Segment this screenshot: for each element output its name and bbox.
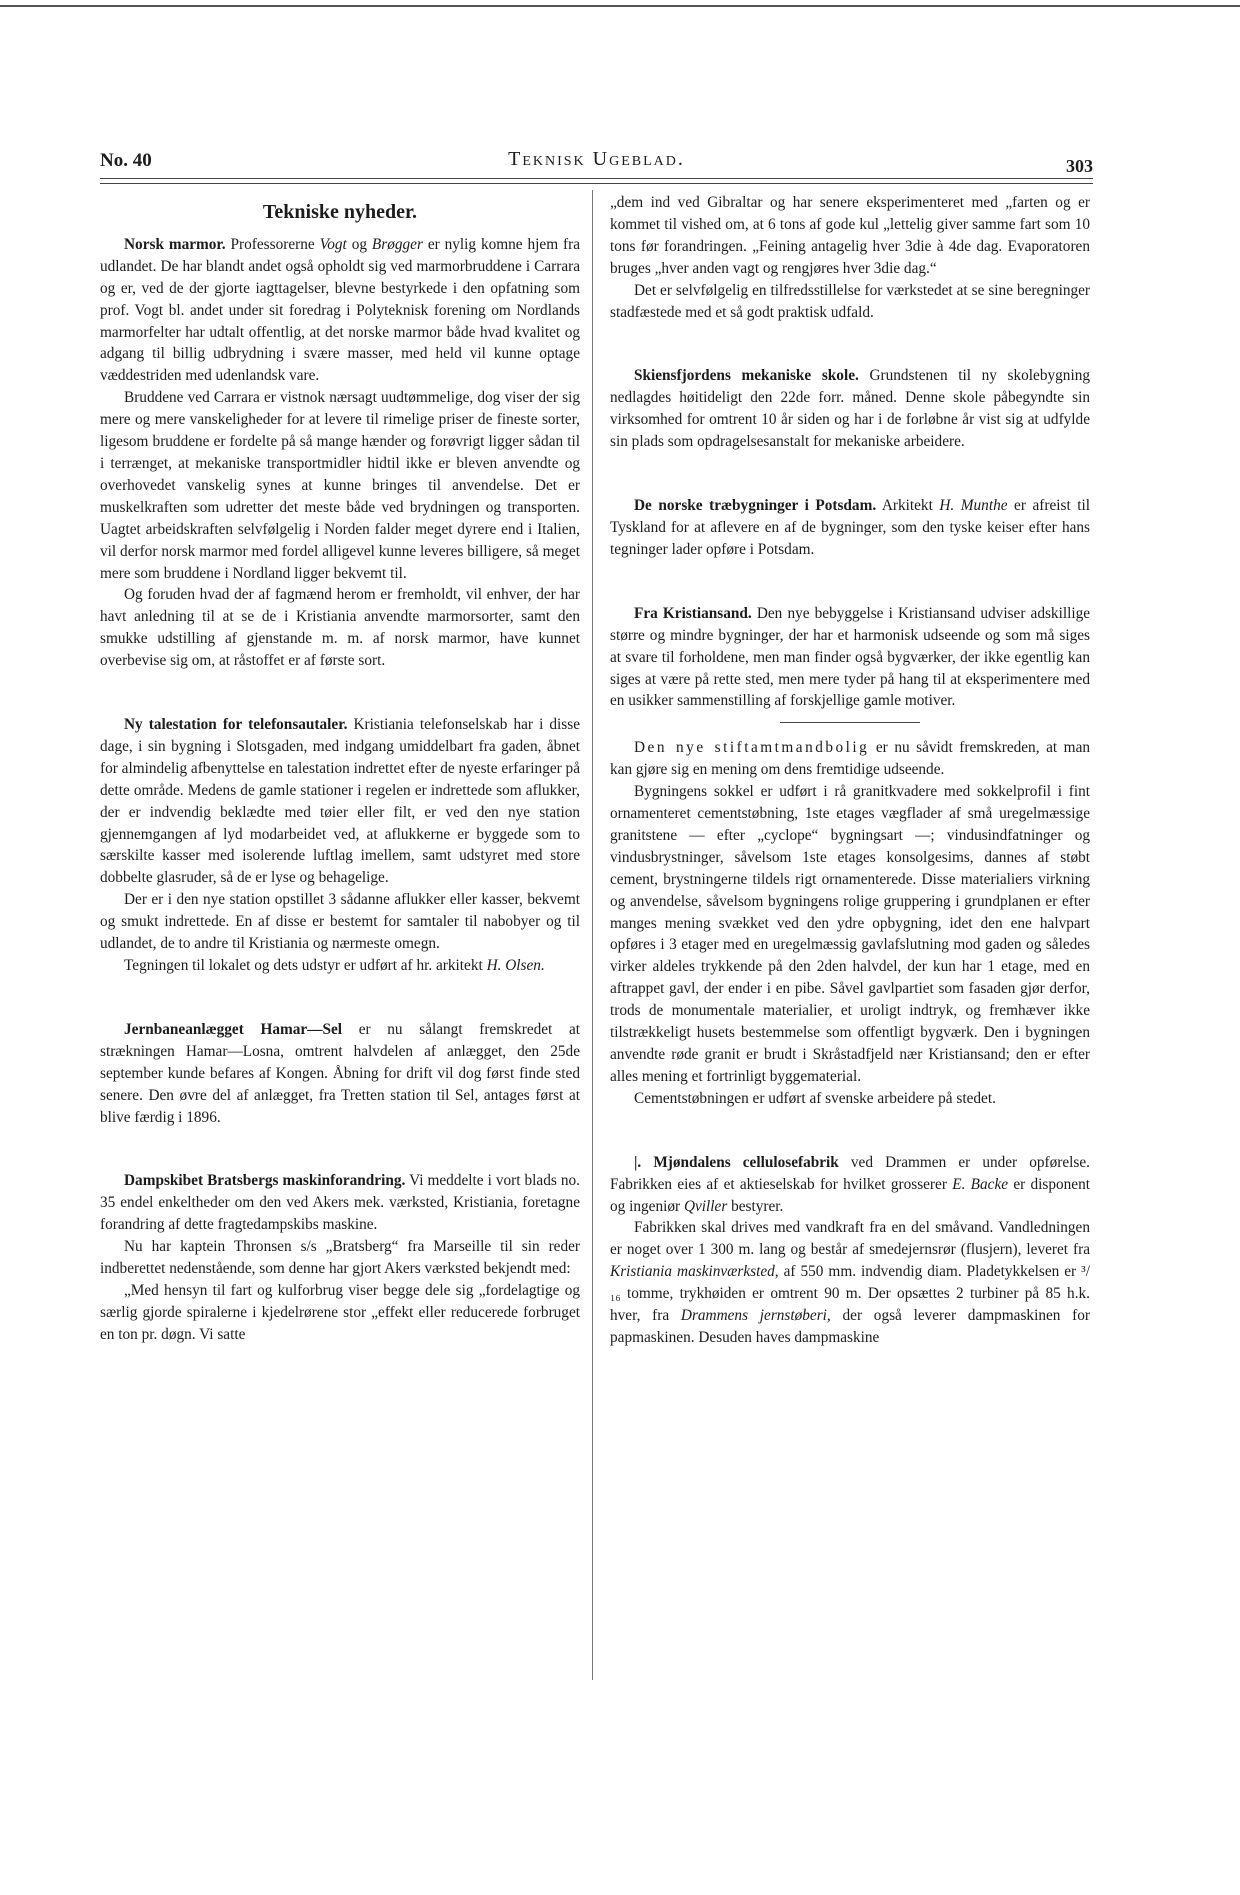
article-text: Tegningen til lokalet og dets udstyr er udført af hr. arkitekt	[124, 957, 487, 974]
article-heading: Jernbaneanlægget Hamar—Sel	[124, 1020, 343, 1038]
page-number: 303	[1066, 156, 1093, 176]
article-text: er nylig komne hjem fra udlandet. De har blandt andet også opholdt sig ved marmorbruddene i Carrara og er, ved de der gjorte iagttagelser, blevne bestyrkede i den opfatning som prof. Vogt bl. andet under sit foredrag i Polyteknisk forening om Nordlands marmorfelter har udtalt offentlig, at det norske marmor både hvad kvalitet og adgang til billig udbrydning i svære masser, med held vil kunne optage væddestriden med udenlandsk vare.	[100, 235, 580, 385]
spaced-text: Den nye stiftamtmandbolig	[634, 739, 870, 757]
article-text: ved Drammen er under opførelse. Fabrikken eies af et aktieselskab for hvilket grosserer	[610, 1153, 1090, 1193]
article-text: Professorerne	[225, 235, 320, 253]
person-name: H. Munthe	[939, 497, 1008, 515]
article-text: og	[346, 235, 372, 253]
article-talestation	[100, 714, 580, 977]
article-paragraph: Bygningens sokkel er udført i rå granitkvadere med sokkelprofil i fint ornamenteret cementstøbning, 1ste etages vægflader af små uregelmæssige granitstene — efter „cyclope“ bygningsart —; vindusindfatninger og vindusbrystninger, såvelsom 1ste etages konsolgesims, dannes af støbt cement, brystningerne tildels rigt ornamenterede. Disse materialiers virkning og anvendelse, såvelsom bygningens rolige gruppering i grundplanen er efter manges mening svækket ved den ydre opbygning, idet den ene halvpart opføres i 3 etager med en uregelmæssig gavlafslutning mod gaden og således virker aldeles trykkende på den 2den halvdel, der kun har 1 etage, med en aftrappet gavl, der ender i en pibe. Såvel gavlpartiet som fasaden gjør derfor, trods de monumentale materialier, et uroligt indtryk, og fremhæver ikke tilstrækkeligt husets bestemmelse som offentligt bygværk. Den i bygningen anvendte røde granit er brudt i Skråstadfjeld nær Kristiansand; den er efter alles mening et fortrinligt byggematerial.	[610, 783, 1090, 1085]
article-heading: Skiensfjordens mekaniske skole.	[634, 367, 859, 385]
article-text: Kristiania telefonselskab har i disse dage, i sin bygning i Slotsgaden, med indgang umiddelbart fra gaden, åbnet for almindelig afbenyttelse en talestation indrettet efter de nyeste erfaringer på dette område. Medens de gamle stationer i regelen er indrettede som aflukker, der er indvendig beklædte med tøier eller filt, er ved den nye station gjennemgangen af lyd modarbeidet ved, at aflukkerne er byggede som to særskilte kasser med isolerende luftlag imellem, samt udstyret med store dobbelte glasruder, så de er lyse og behagelige.	[100, 716, 580, 887]
article-heading: Fra Kristiansand.	[634, 604, 752, 622]
column-divider	[592, 190, 593, 1680]
article-heading: Norsk marmor.	[124, 235, 226, 253]
article-paragraph: Det er selvfølgelig en tilfredsstillelse for værkstedet at se sine beregninger stadfæstede med et så godt praktisk udfald.	[610, 281, 1090, 321]
page-header	[100, 146, 1093, 176]
article-hamar-sel	[100, 1019, 580, 1129]
journal-title: Teknisk Ugeblad.	[508, 148, 685, 170]
article-bratsberg-continued	[610, 192, 1090, 323]
article-paragraph: Og foruden hvad der af fagmænd herom er fremholdt, vil enhver, der har havt anledning til at se de i Kristiania anvendte marmorsorter, samt den smukke udstilling af gjenstande m. m. af norsk marmor, have kunnet overbevise sig om, at råstoffet er af første sort.	[100, 586, 580, 670]
left-column	[100, 192, 580, 1346]
article-paragraph: „Med hensyn til fart og kulforbrug viser begge dele sig „fordelagtige og særlig gjorde spiralerne i kjedelrørene stor „effekt eller reducerede forbruget en ton pr. døgn. Vi satte	[100, 1281, 580, 1343]
article-paragraph: Cementstøbningen er udført af svenske arbeidere på stedet.	[634, 1089, 996, 1107]
article-heading: Dampskibet Bratsbergs maskinforandring.	[124, 1172, 406, 1190]
article-mjondalen	[610, 1152, 1090, 1349]
article-norsk-marmor	[100, 234, 580, 672]
article-text: af 550 mm. indvendig diam. Pladetykkelsen er ³/₁₆ tomme, trykhøiden er omtrent 90 m. Der opsættes 2 turbiner på 85 h.k. hver, fra	[610, 1263, 1090, 1325]
article-heading: Ny talestation for telefonsautaler.	[124, 716, 348, 734]
article-text: Den nye bebyggelse i Kristiansand udviser adskillige større og mindre bygninger, der har et harmonisk udseende og som må siges at svare til forholdene, men man finder også bygværker, der ikke egentlig kan siges at være på rette sted, men mere tyder på hang til at eksperimentere med en usikker sammenstilling af forskjellige gamle motiver.	[610, 604, 1091, 710]
person-name: Vogt	[319, 235, 347, 253]
article-text: Arkitekt	[876, 497, 940, 515]
header-rule	[100, 178, 1093, 184]
article-text: bestyrer.	[727, 1197, 784, 1215]
person-name: E. Backe	[952, 1175, 1009, 1193]
section-ornament-rule	[780, 722, 920, 723]
person-name: H. Olsen.	[486, 957, 545, 974]
article-paragraph: Bruddene ved Carrara er vistnok nærsagt uudtømmelige, dog viser der sig mere og mere vanskeligheder for at levere til rimelige priser de fineste sorter, ligesom bruddene er fordelte på så mange hænder og forøvrigt ligger sådan til i terrænget, at mekaniske transportmidler hidtil ikke er bleven anvendte og overhovedet vanskelig synes at kunne bringes til anvendelse. Det er muskelkraften som udretter det meste både ved brydningen og transporten. Uagtet arbeidskraften selvfølgelig i Norden falder meget dyrere end i Italien, vil derfor norsk marmor med fordel alligevel kunne leveres billigere, så meget mere som bruddene i Nordland ligger bekvemt til.	[100, 389, 580, 582]
article-text: er afreist til Tyskland for at aflevere en af de bygninger, som den tyske keiser efter hans tegninger lader opføre i Potsdam.	[610, 497, 1090, 558]
article-text: er disponent og ingeniør	[610, 1175, 1090, 1215]
article-paragraph: Der er i den nye station opstillet 3 sådanne aflukker eller kasser, bekvemt og smukt indrettede. En af disse er bestemt for samtaler til nabobyer og til udlandet, de to andre til Kristiania og nærmeste omegn.	[100, 891, 580, 953]
article-kristiansand	[610, 603, 1090, 1110]
article-text: Grundstenen til ny skolebygning nedlagdes høitideligt den 22de forr. måned. Denne skole påbegyndte sin virksomhed for omtrent 10 år siden og har i de forløbne år vist sig at udfylde sin plads som opdragelsesanstalt for mekaniske arbeidere.	[610, 367, 1090, 451]
person-name: Brøgger	[371, 235, 423, 253]
article-text: er nu sålangt fremskredet at strækningen Hamar—Losna, omtrent halvdelen af anlægget, den 25de september kunde befares af Kongen. Åbning for drift vil dog først finde sted senere. Den øvre del af anlægget, fra Tretten station til Sel, antages først at blive færdig i 1896.	[100, 1020, 580, 1126]
person-name: Qviller	[683, 1197, 728, 1215]
article-heading: Mjøndalens cellulosefabrik	[653, 1153, 839, 1171]
section-title: Tekniske nyheder.	[262, 201, 418, 223]
article-skiensfjorden	[610, 365, 1090, 453]
article-text: Vi meddelte i vort blads no. 35 endel enkeltheder om den ved Akers mek. værksted, Kristiania, foretagne forandring af dette fragtedampskibs maskine.	[100, 1172, 580, 1234]
paragraph-marker: |.	[634, 1153, 642, 1171]
article-heading: De norske træbygninger i Potsdam.	[634, 497, 877, 515]
company-name: Kristiania maskinværksted,	[610, 1263, 779, 1281]
article-paragraph: Nu har kaptein Thronsen s/s „Bratsberg“ fra Marseille til sin reder indberettet nedenstående, som denne har gjort Akers værksted bekjendt med:	[100, 1238, 580, 1278]
top-edge-line	[0, 5, 1240, 7]
article-text: der også leverer dampmaskinen for papmaskinen. Desuden haves dampmaskine	[610, 1307, 1090, 1346]
article-paragraph: „dem ind ved Gibraltar og har senere eksperimenteret med „farten og er kommet til vished om, at 6 tons af gode kul „lettelig giver samme fart som 10 tons før forandringen. „Feining antagelig hver 3die à 4de dag. Evaporatoren bruges „hver anden vagt og rengjøres hver 3die dag.“	[610, 194, 1090, 277]
right-column	[610, 192, 1090, 1349]
article-bratsberg	[100, 1170, 580, 1345]
article-potsdam	[610, 495, 1090, 561]
issue-number: No. 40	[100, 150, 152, 171]
article-text: Fabrikken skal drives med vandkraft fra en del småvand. Vandledningen er noget over 1 300 m. lang og består af smedejernsrør (flusjern), leveret fra	[610, 1219, 1090, 1259]
article-text: er nu såvidt fremskreden, at man kan gjøre sig en mening om dens fremtidige udseende.	[610, 739, 1091, 779]
company-name: Drammens jernstøberi,	[680, 1307, 831, 1325]
